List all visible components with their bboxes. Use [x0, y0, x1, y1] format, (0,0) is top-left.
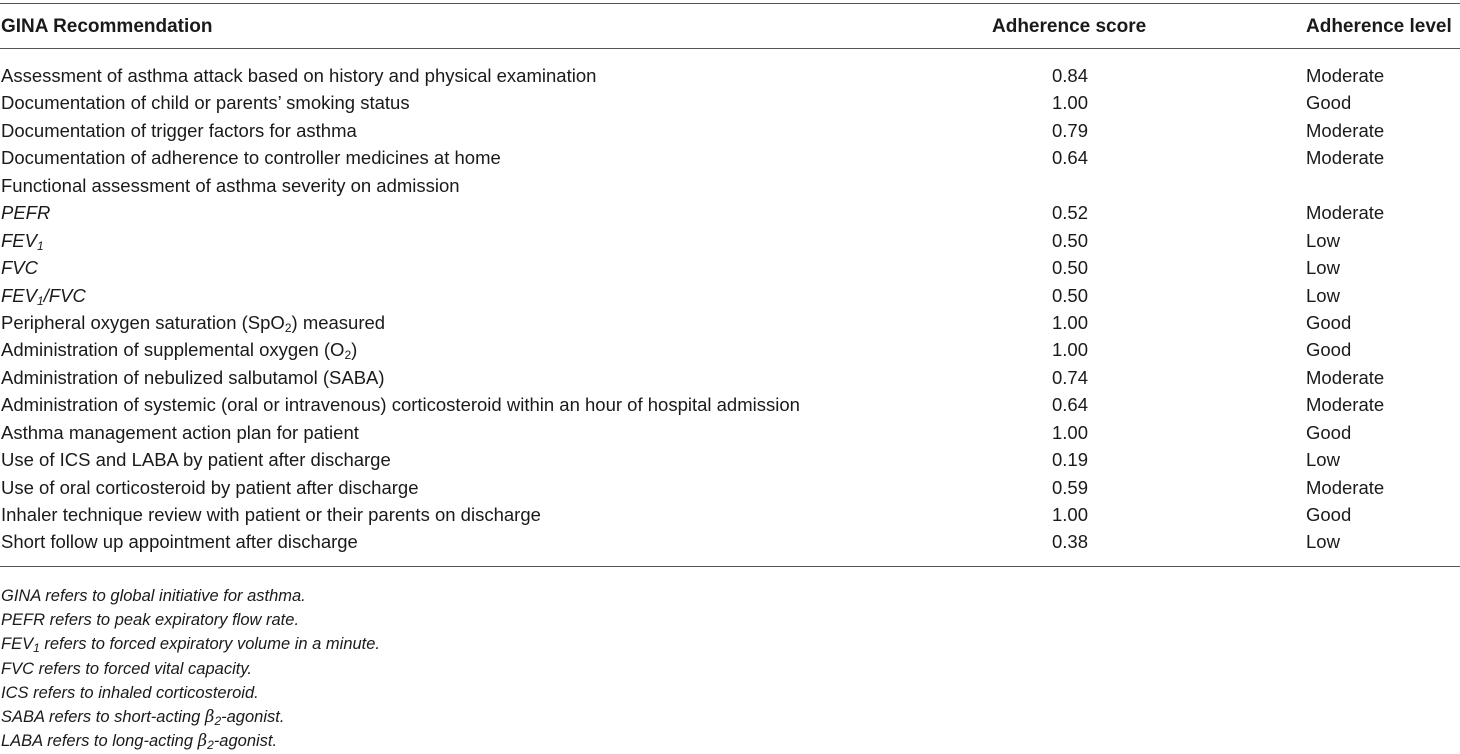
- row-recommendation: Administration of systemic (oral or intravenous) corticosteroid within an hour of hospital admission: [1, 394, 800, 416]
- row-recommendation: Documentation of trigger factors for asthma: [1, 119, 357, 141]
- table-top-rule: [0, 3, 1460, 4]
- table-row: [0, 474, 1460, 501]
- row-level: Moderate: [1306, 65, 1385, 86]
- row-level: Moderate: [1306, 394, 1385, 416]
- row-level: Low: [1306, 257, 1340, 279]
- row-recommendation: Use of ICS and LABA by patient after discharge: [1, 449, 391, 471]
- row-recommendation: Use of oral corticosteroid by patient after discharge: [1, 476, 419, 498]
- table-row: [0, 282, 1460, 309]
- footnote-saba-prefix: SABA refers to short-acting: [1, 707, 205, 726]
- row-score: 1.00: [1051, 421, 1088, 443]
- row-recommendation-suffix: ): [351, 339, 358, 361]
- row-recommendation-suffix: /FVC: [43, 284, 86, 306]
- footnote-fev1: [1, 632, 380, 656]
- header-recommendation: GINA Recommendation: [1, 16, 213, 37]
- row-score: 0.50: [1051, 284, 1088, 306]
- footnote-saba-suffix: -agonist.: [221, 707, 285, 726]
- row-level: Moderate: [1306, 366, 1385, 388]
- row-level: Low: [1306, 531, 1340, 553]
- row-score: 1.00: [1051, 504, 1088, 525]
- row-score: 0.52: [1051, 202, 1088, 224]
- row-level: Good: [1306, 92, 1352, 114]
- table-row: [0, 419, 1460, 446]
- row-recommendation: Assessment of asthma attack based on history and physical examination: [1, 65, 597, 86]
- row-recommendation-subscript: 2: [344, 348, 352, 363]
- table-row: [0, 62, 1460, 89]
- footnote-gina: GINA refers to global initiative for asthma.: [1, 587, 306, 605]
- row-recommendation-text: Peripheral oxygen saturation (SpO: [1, 311, 285, 333]
- row-recommendation: Administration of nebulized salbutamol (SABA): [1, 366, 385, 388]
- row-recommendation-subscript: 1: [36, 293, 44, 308]
- table-row: [0, 528, 1460, 555]
- table-row: [0, 144, 1460, 171]
- row-recommendation: FVC: [1, 257, 38, 279]
- table-row: [0, 89, 1460, 116]
- row-recommendation: Inhaler technique review with patient or their parents on discharge: [1, 504, 541, 525]
- row-recommendation-text: FEV: [1, 284, 37, 306]
- row-recommendation-text: Administration of supplemental oxygen (O: [1, 339, 345, 361]
- row-level: Moderate: [1306, 119, 1385, 141]
- row-recommendation: [1, 336, 357, 363]
- row-recommendation: [1, 227, 44, 254]
- row-score: 0.59: [1051, 476, 1088, 498]
- row-score: 0.79: [1051, 119, 1088, 141]
- row-level: Low: [1306, 284, 1340, 306]
- row-level: Good: [1306, 421, 1352, 443]
- row-score: 0.50: [1051, 229, 1088, 251]
- row-score: 0.64: [1051, 147, 1088, 169]
- row-recommendation-text: FEV: [1, 229, 37, 251]
- row-recommendation: Asthma management action plan for patient: [1, 421, 359, 443]
- row-level: Moderate: [1306, 202, 1385, 224]
- table-header-rule: [0, 48, 1460, 49]
- footnote-saba: [1, 705, 380, 729]
- row-recommendation-suffix: ) measured: [291, 311, 386, 333]
- table-body: [0, 62, 1460, 556]
- row-score: 1.00: [1051, 339, 1088, 361]
- row-recommendation-subscript: 2: [284, 320, 292, 335]
- row-recommendation: [1, 282, 86, 309]
- row-score: 0.84: [1051, 65, 1088, 86]
- table-row: [0, 364, 1460, 391]
- table-row: [0, 254, 1460, 281]
- row-level: Good: [1306, 311, 1352, 333]
- footnote-saba-beta: β: [204, 706, 215, 726]
- row-recommendation: Functional assessment of asthma severity on admission: [1, 174, 460, 196]
- table-row: [0, 391, 1460, 418]
- footnote-pefr: PEFR refers to peak expiratory flow rate.: [1, 611, 300, 630]
- row-level: Good: [1306, 504, 1352, 525]
- row-score: 0.19: [1051, 449, 1088, 471]
- row-score: 0.50: [1051, 257, 1088, 279]
- footnote-fev1-subscript: 1: [33, 641, 40, 656]
- table-row: [0, 446, 1460, 473]
- footnote-laba-suffix: -agonist.: [213, 732, 278, 751]
- footnote-laba: [1, 729, 380, 753]
- row-recommendation: Short follow up appointment after discharge: [1, 531, 358, 553]
- table-bottom-rule: [0, 566, 1460, 567]
- row-score: 1.00: [1051, 92, 1088, 114]
- footnote-fvc: FVC refers to forced vital capacity.: [1, 659, 252, 678]
- footnote-laba-subscript: 2: [207, 738, 214, 753]
- table-row: [0, 227, 1460, 254]
- row-level: Low: [1306, 229, 1340, 251]
- row-score: 0.64: [1051, 394, 1088, 416]
- table-row: [0, 501, 1460, 528]
- row-level: Low: [1306, 449, 1340, 471]
- row-recommendation: Documentation of child or parents’ smoking status: [1, 92, 410, 114]
- row-level: Moderate: [1306, 147, 1385, 169]
- footnote-laba-prefix: LABA refers to long-acting: [1, 732, 198, 751]
- table-row: [0, 336, 1460, 363]
- row-recommendation: PEFR: [1, 202, 51, 224]
- footnote-saba-subscript: 2: [214, 713, 222, 728]
- header-adherence-score: Adherence score: [992, 16, 1147, 37]
- header-adherence-level: Adherence level: [1306, 16, 1452, 37]
- table-row: [0, 199, 1460, 226]
- row-level: Moderate: [1306, 476, 1385, 498]
- table-row: [0, 309, 1460, 336]
- footnote-fev1-suffix: refers to forced expiratory volume in a minute.: [39, 635, 381, 654]
- row-score: 0.38: [1051, 531, 1088, 553]
- table-row: [0, 117, 1460, 144]
- footnote-ics: ICS refers to inhaled corticosteroid.: [1, 683, 259, 702]
- row-recommendation-subscript: 1: [36, 238, 44, 253]
- table-row-section: [0, 172, 1460, 199]
- footnote-laba-beta: β: [197, 731, 208, 751]
- row-score: 1.00: [1051, 311, 1088, 333]
- row-score: 0.74: [1051, 366, 1088, 388]
- footnotes: [1, 584, 380, 753]
- row-level: Good: [1306, 339, 1352, 361]
- row-recommendation: Documentation of adherence to controller medicines at home: [1, 147, 501, 169]
- row-recommendation: [1, 309, 385, 336]
- footnote-fev1-prefix: FEV: [1, 635, 34, 654]
